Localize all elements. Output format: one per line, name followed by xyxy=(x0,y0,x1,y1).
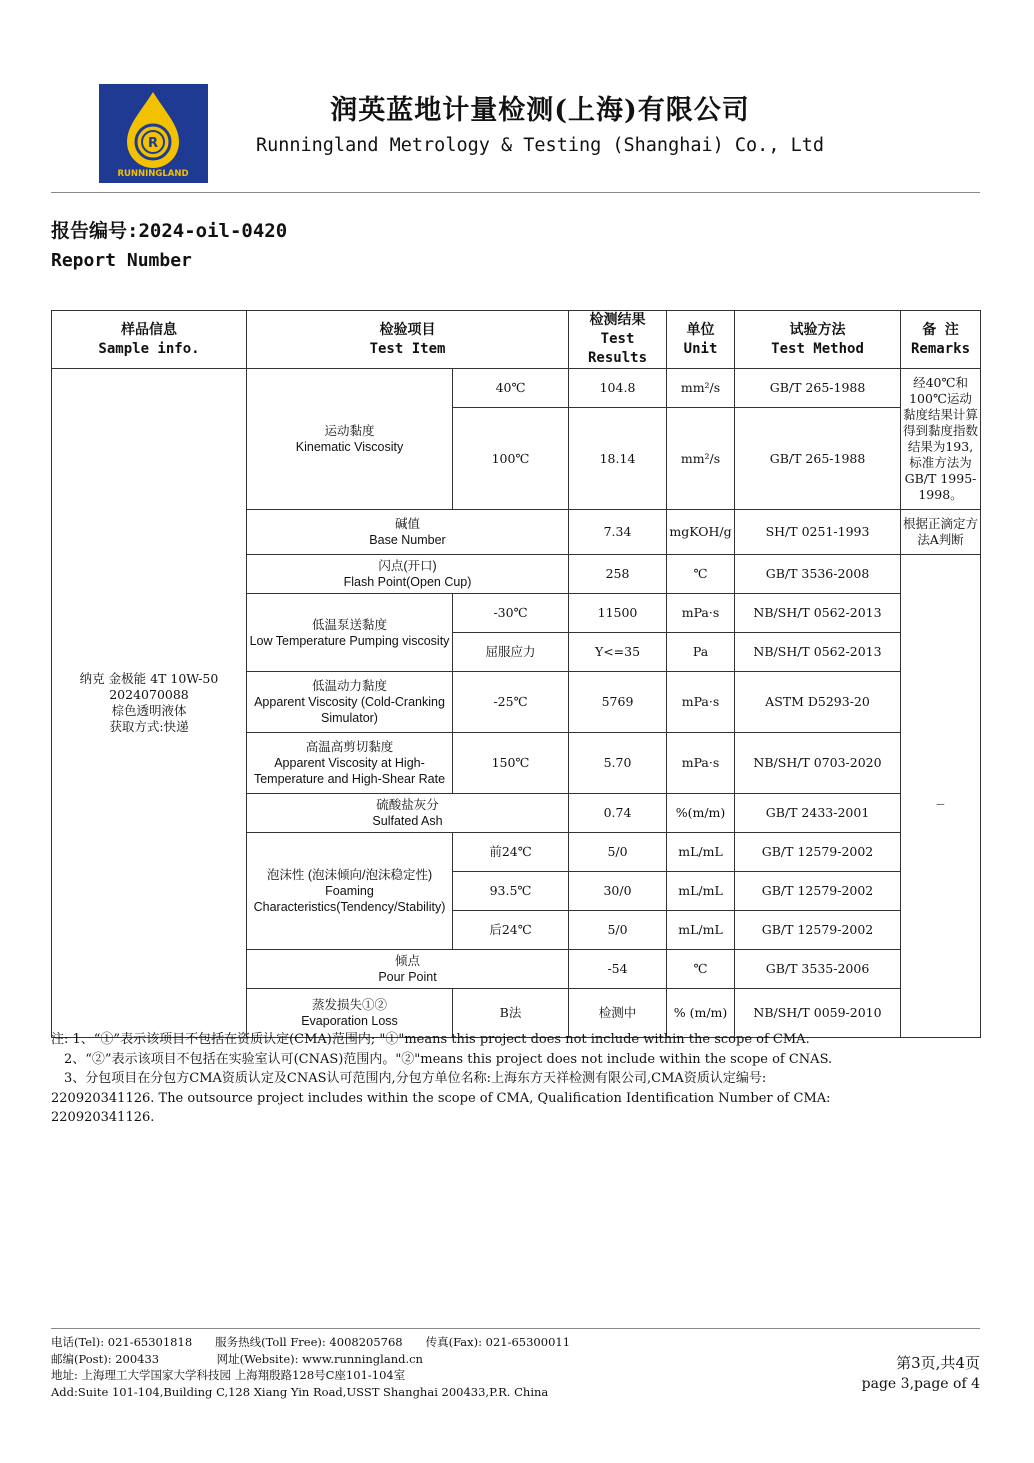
method-cell: GB/T 12579-2002 xyxy=(735,911,901,950)
logo-drop-icon xyxy=(99,84,208,183)
result-cell: 5/0 xyxy=(569,911,667,950)
condition-cell: B法 xyxy=(453,989,569,1038)
remark-viscosity-index: 经40℃和100℃运动黏度结果计算得到黏度指数结果为193,标准方法为GB/T 1995-1998。 xyxy=(901,369,981,510)
unit-cell: mL/mL xyxy=(667,833,735,872)
result-cell: 检测中 xyxy=(569,989,667,1038)
footer-divider xyxy=(51,1328,980,1329)
item-flash-point: 闪点(开口) Flash Point(Open Cup) xyxy=(247,555,569,594)
method-cell: NB/SH/T 0562-2013 xyxy=(735,633,901,672)
condition-cell: -25℃ xyxy=(453,672,569,733)
condition-cell: 40℃ xyxy=(453,369,569,408)
result-cell: -54 xyxy=(569,950,667,989)
result-cell: 5.70 xyxy=(569,733,667,794)
report-number: 报告编号:2024-oil-0420 xyxy=(51,220,288,242)
notes-section xyxy=(51,1030,980,1128)
unit-cell: mL/mL xyxy=(667,872,735,911)
result-cell: 7.34 xyxy=(569,510,667,555)
method-cell: ASTM D5293-20 xyxy=(735,672,901,733)
header-unit: 单位 Unit xyxy=(667,311,735,369)
method-cell: GB/T 3535-2006 xyxy=(735,950,901,989)
header-sample: 样品信息 Sample info. xyxy=(52,311,247,369)
method-cell: GB/T 265-1988 xyxy=(735,369,901,408)
result-cell: 11500 xyxy=(569,594,667,633)
table-header-row xyxy=(52,311,981,369)
note-line: 3、分包项目在分包方CMA资质认定及CNAS认可范围内,分包方单位名称:上海东方天祥检测有限公司,CMA资质认定编号: xyxy=(51,1071,767,1086)
company-name-cn: 润英蓝地计量检测(上海)有限公司 xyxy=(330,95,750,126)
unit-cell: mPa·s xyxy=(667,733,735,794)
item-cold-cranking: 低温动力黏度 Apparent Viscosity (Cold-Cranking Simulator) xyxy=(247,672,453,733)
condition-cell: 100℃ xyxy=(453,408,569,510)
header-test-results: 检测结果 Test Results xyxy=(569,311,667,369)
result-cell: 0.74 xyxy=(569,794,667,833)
header-test-item: 检验项目 Test Item xyxy=(247,311,569,369)
method-cell: NB/SH/T 0562-2013 xyxy=(735,594,901,633)
item-low-temp-pumping: 低温泵送黏度 Low Temperature Pumping viscosity xyxy=(247,594,453,672)
page-number-en: page 3,page of 4 xyxy=(861,1376,980,1392)
item-base-number: 碱值 Base Number xyxy=(247,510,569,555)
item-sulfated-ash: 硫酸盐灰分 Sulfated Ash xyxy=(247,794,569,833)
method-cell: GB/T 2433-2001 xyxy=(735,794,901,833)
result-cell: 30/0 xyxy=(569,872,667,911)
footer-contact: 电话(Tel): 021-65301818 服务热线(Toll Free): 4008205768 传真(Fax): 021-65300011 邮编(Post): 200433 网址(Website): www.runningland.cn 地址: 上海理工大学国家大学科技园 上海翔殷路128号C座101-104室 Add:Suite 101-104,Building C,128 Xiang Yin Road,USST Shanghai 200433,P.R. China xyxy=(51,1335,571,1399)
item-pour-point: 倾点 Pour Point xyxy=(247,950,569,989)
method-cell: GB/T 3536-2008 xyxy=(735,555,901,594)
unit-cell: Pa xyxy=(667,633,735,672)
unit-cell: mm²/s xyxy=(667,408,735,510)
method-cell: GB/T 12579-2002 xyxy=(735,833,901,872)
method-cell: NB/SH/T 0703-2020 xyxy=(735,733,901,794)
method-cell: GB/T 265-1988 xyxy=(735,408,901,510)
note-line: 注: 1、“①”表示该项目不包括在资质认定(CMA)范围内; "①"means this project does not include within the scope of CMA. xyxy=(51,1032,810,1047)
condition-cell: 后24℃ xyxy=(453,911,569,950)
header-test-method: 试验方法 Test Method xyxy=(735,311,901,369)
unit-cell: % (m/m) xyxy=(667,989,735,1038)
condition-cell: 前24℃ xyxy=(453,833,569,872)
company-logo xyxy=(99,84,208,183)
report-number-label: Report Number xyxy=(51,250,192,271)
header-remarks: 备 注 Remarks xyxy=(901,311,981,369)
remark-base-number: 根据正滴定方法A判断 xyxy=(901,510,981,555)
company-name-en: Runningland Metrology & Testing (Shanghai) Co., Ltd xyxy=(255,135,825,156)
method-cell: SH/T 0251-1993 xyxy=(735,510,901,555)
note-line: 220920341126. xyxy=(51,1110,155,1125)
note-line: 220920341126. The outsource project includes within the scope of CMA, Qualification Identification Number of CMA: xyxy=(51,1090,831,1106)
unit-cell: ℃ xyxy=(667,950,735,989)
header-divider xyxy=(51,192,980,193)
sample-info-cell: 纳克 金极能 4T 10W-50 2024070088 棕色透明液体 获取方式:快递 xyxy=(52,369,247,1038)
unit-cell: ℃ xyxy=(667,555,735,594)
unit-cell: mgKOH/g xyxy=(667,510,735,555)
unit-cell: mL/mL xyxy=(667,911,735,950)
result-cell: Y<=35 xyxy=(569,633,667,672)
remark-dash: _ xyxy=(901,555,981,1038)
note-line: 2、“②”表示该项目不包括在实验室认可(CNAS)范围内。"②"means this project does not include within the scope of CNAS. xyxy=(51,1051,833,1067)
unit-cell: mPa·s xyxy=(667,672,735,733)
logo-text: RUNNINGLAND xyxy=(117,169,189,179)
unit-cell: mPa·s xyxy=(667,594,735,633)
condition-cell: 屈服应力 xyxy=(453,633,569,672)
condition-cell: 93.5℃ xyxy=(453,872,569,911)
item-foaming: 泡沫性 (泡沫倾向/泡沫稳定性) Foaming Characteristics(Tendency/Stability) xyxy=(247,833,453,950)
result-cell: 5769 xyxy=(569,672,667,733)
unit-cell: mm²/s xyxy=(667,369,735,408)
item-hths: 高温高剪切黏度 Apparent Viscosity at High-Temperature and High-Shear Rate xyxy=(247,733,453,794)
item-evaporation-loss: 蒸发损失①② Evaporation Loss xyxy=(247,989,453,1038)
result-cell: 104.8 xyxy=(569,369,667,408)
result-cell: 18.14 xyxy=(569,408,667,510)
result-cell: 5/0 xyxy=(569,833,667,872)
unit-cell: %(m/m) xyxy=(667,794,735,833)
condition-cell: -30℃ xyxy=(453,594,569,633)
result-cell: 258 xyxy=(569,555,667,594)
test-results-table xyxy=(51,310,981,1038)
svg-text:R: R xyxy=(147,136,159,151)
table-row xyxy=(52,369,981,408)
method-cell: NB/SH/T 0059-2010 xyxy=(735,989,901,1038)
condition-cell: 150℃ xyxy=(453,733,569,794)
method-cell: GB/T 12579-2002 xyxy=(735,872,901,911)
item-kinematic-viscosity: 运动黏度 Kinematic Viscosity xyxy=(247,369,453,510)
page-number-cn: 第3页,共4页 xyxy=(896,1354,980,1372)
